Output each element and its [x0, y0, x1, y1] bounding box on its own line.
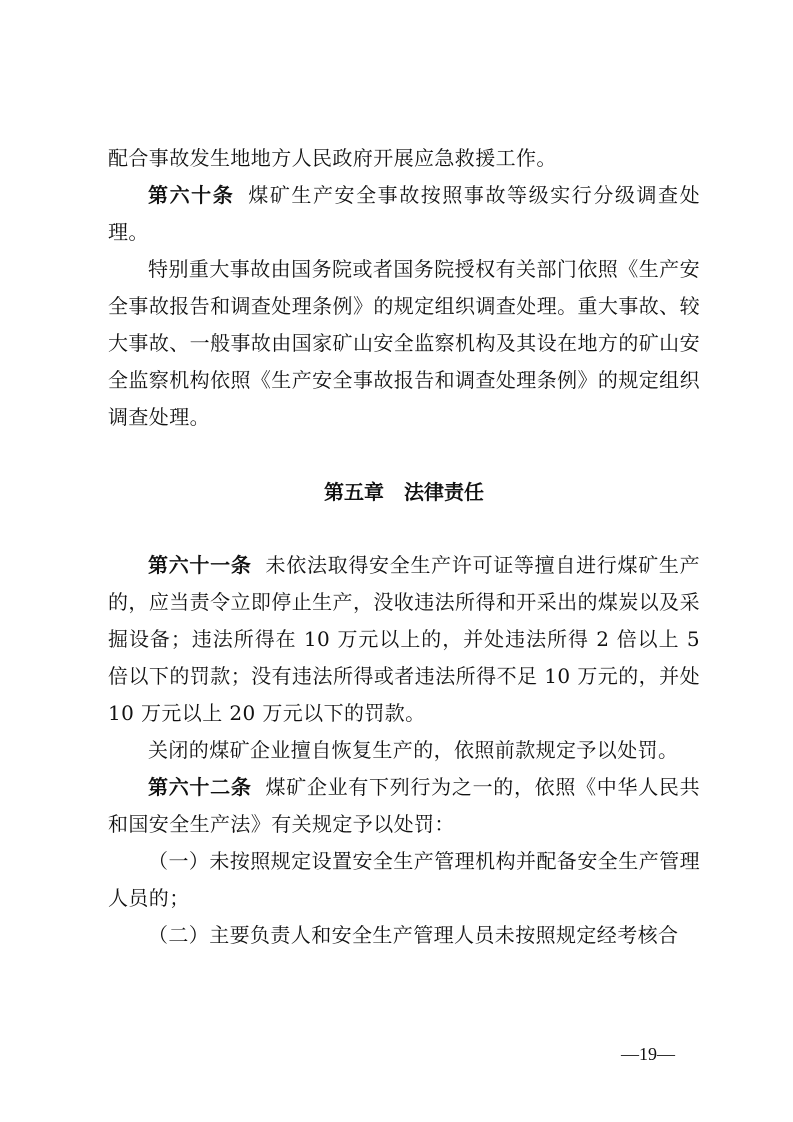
list-item-1: （一）未按照规定设置安全生产管理机构并配备安全生产管理人员的； — [108, 849, 700, 910]
article-60-text: 煤矿生产安全事故按照事故等级实行分级调查处理。 — [108, 183, 700, 244]
article-60-label: 第六十条 — [148, 183, 235, 207]
article-62 — [108, 769, 700, 843]
chapter-heading — [108, 474, 700, 511]
article-61-label: 第六十一条 — [148, 553, 252, 577]
article-61 — [108, 547, 700, 732]
article-62-label: 第六十二条 — [148, 775, 252, 799]
paragraph-continuation: 配合事故发生地地方人民政府开展应急救援工作。 — [108, 146, 557, 170]
page-number: —19— — [621, 1044, 675, 1064]
article-61-paragraph-2: 关闭的煤矿企业擅自恢复生产的，依照前款规定予以处罚。 — [148, 738, 679, 762]
chapter-number: 第五章 — [324, 480, 384, 504]
article-62-text: 煤矿企业有下列行为之一的，依照《中华人民共和国安全生产法》有关规定予以处罚： — [108, 775, 701, 836]
document-page — [108, 140, 700, 954]
article-61-text: 未依法取得安全生产许可证等擅自进行煤矿生产的，应当责令立即停止生产，没收违法所得和开采出的煤炭以及采掘设备；违法所得在 10 万元以上的，并处违法所得 2 倍以上 5 倍以下的罚款；没有违法所得或者违法所得不足 10 万元的，并处 10 万元以上 20 万元以下的罚款。 — [108, 553, 701, 725]
chapter-title: 法律责任 — [404, 480, 484, 504]
article-60 — [108, 177, 700, 251]
article-60-paragraph-2: 特别重大事故由国务院或者国务院授权有关部门依照《生产安全事故报告和调查处理条例》的规定组织调查处理。重大事故、较大事故、一般事故由国家矿山安全监察机构及其设在地方的矿山安全监察机构依照《生产安全事故报告和调查处理条例》的规定组织调查处理。 — [108, 257, 700, 429]
list-item-2: （二）主要负责人和安全生产管理人员未按照规定经考核合 — [148, 923, 679, 947]
